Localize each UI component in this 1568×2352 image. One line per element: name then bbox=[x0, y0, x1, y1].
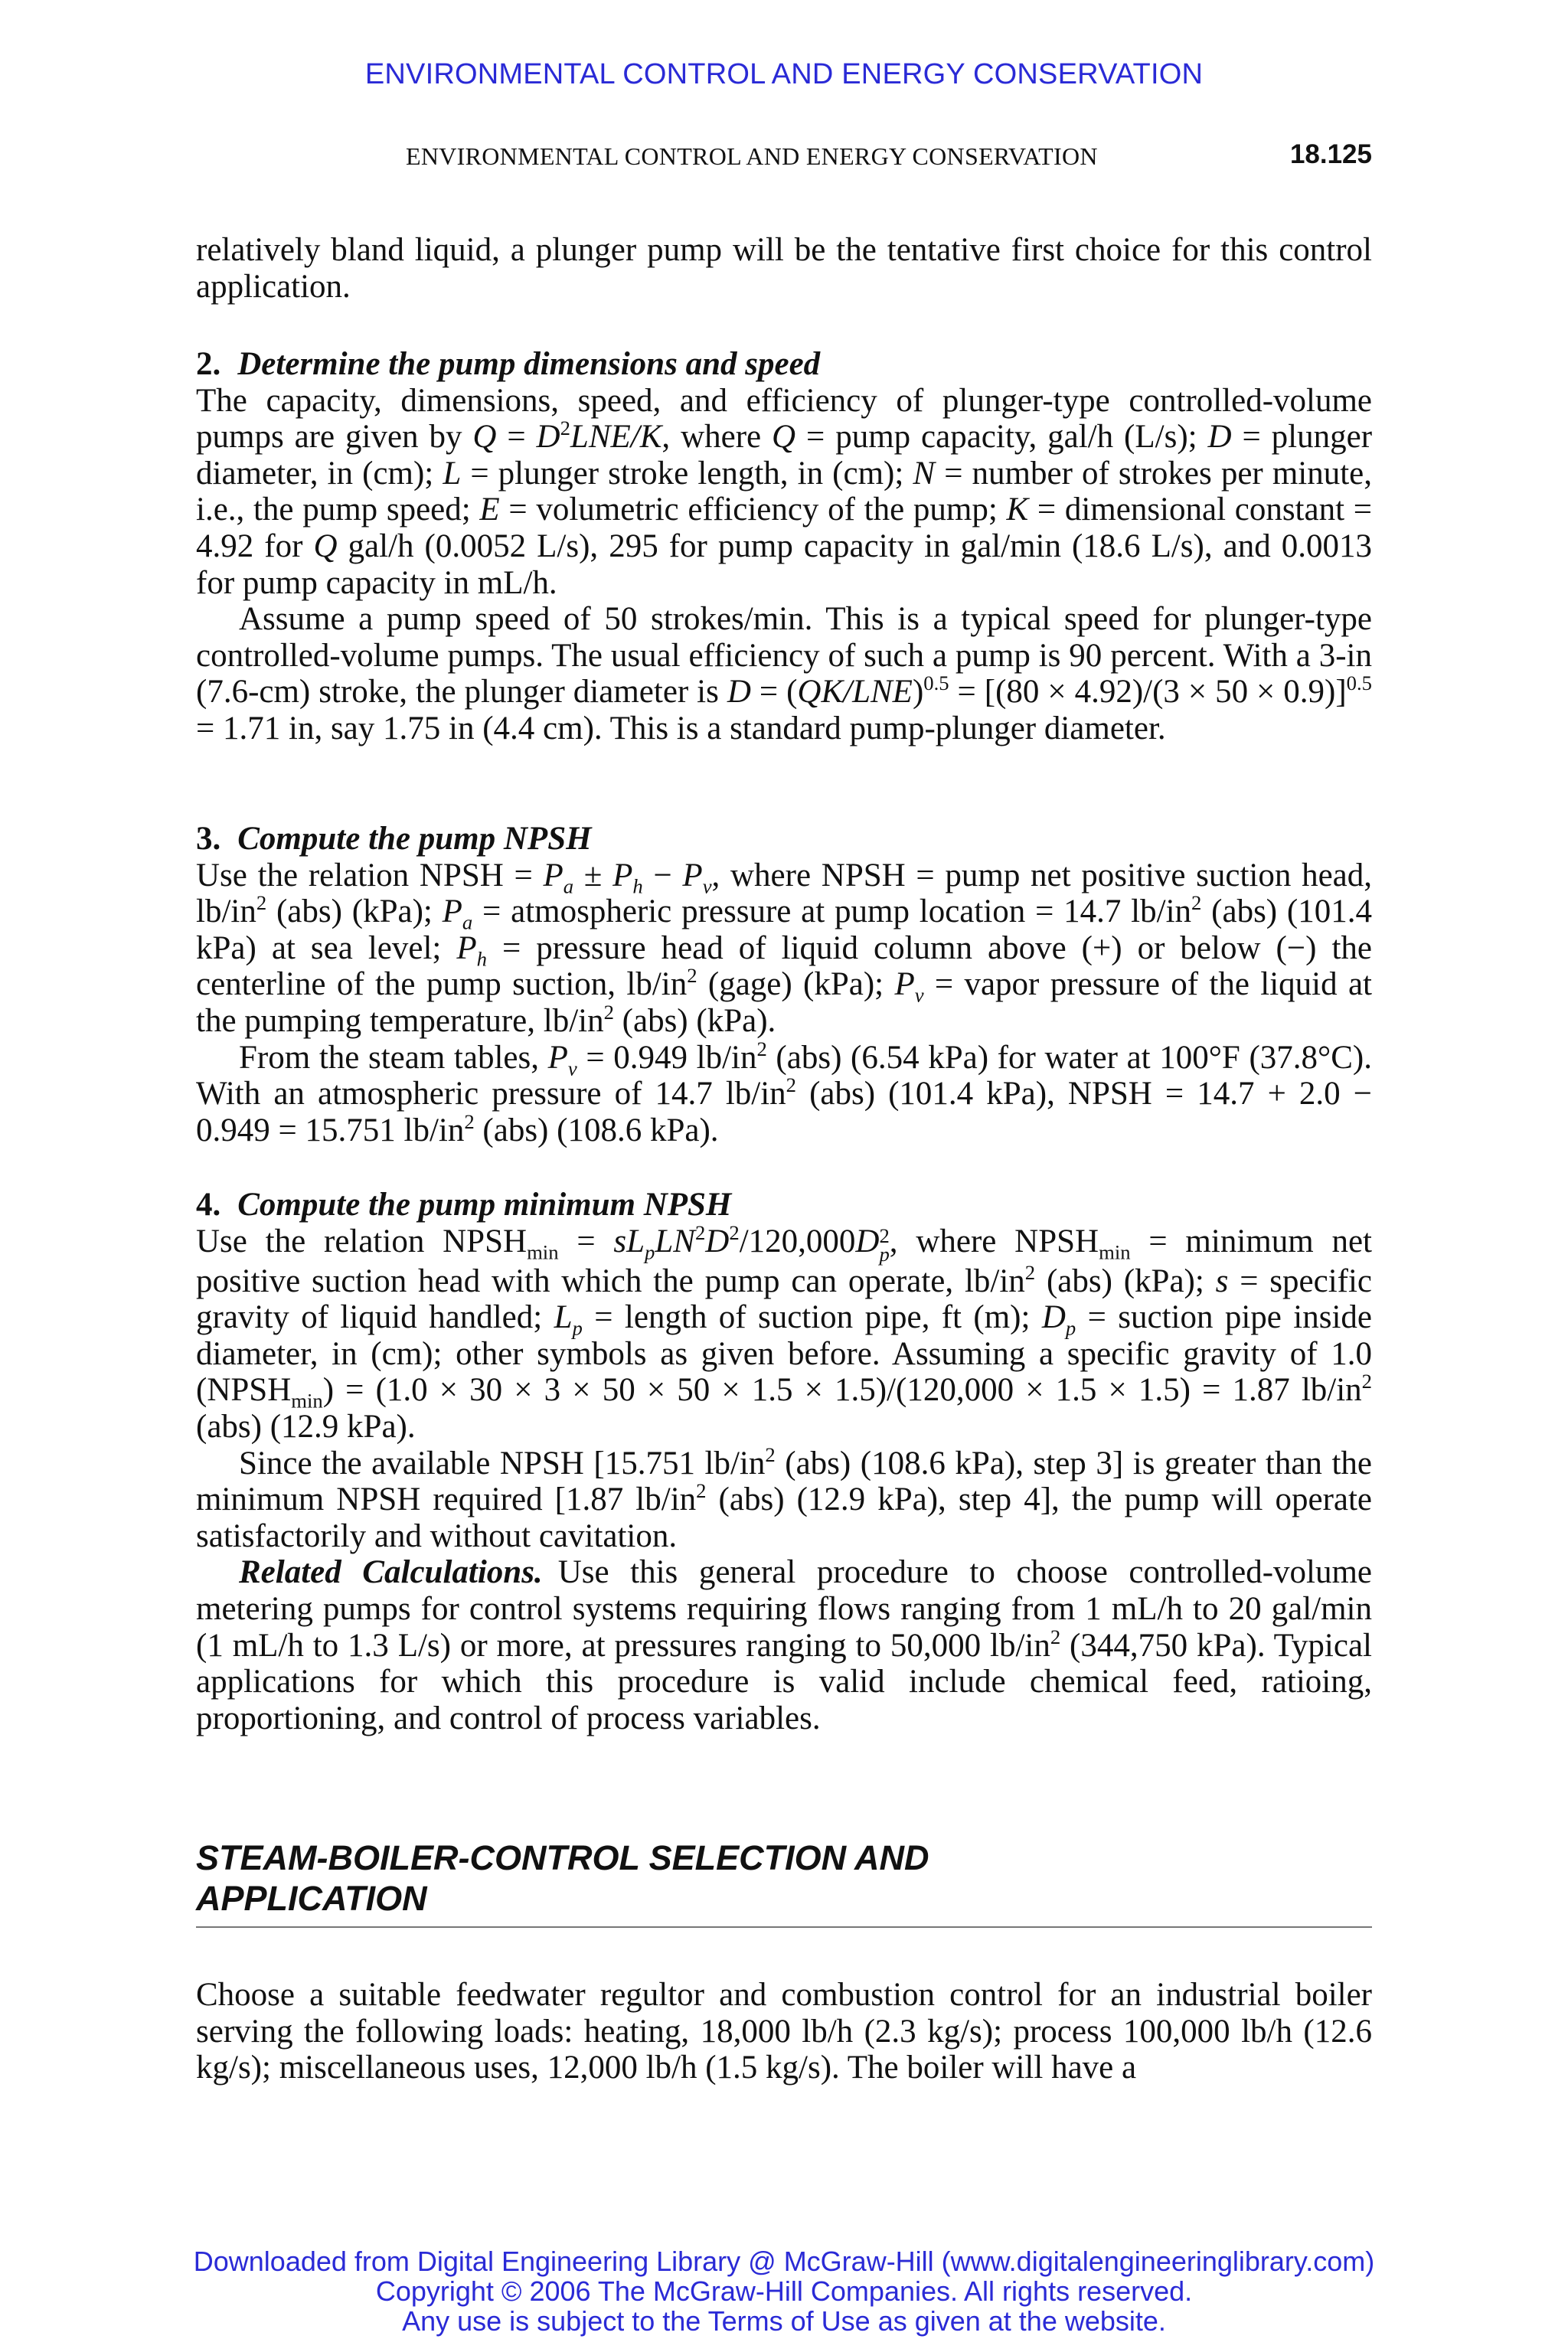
step-title: Compute the pump NPSH bbox=[237, 821, 592, 857]
related-calculations-paragraph: Related Calculations. Use this general procedure to choose controlled-volume metering pumps for control systems requiring flows ranging from 1 mL/h to 20 gal/min (1 mL/h to 1.3 L/s) or more, at pressures ranging to 50,000 $lb/in^2$ (344,750 kPa). Typical applications for which this procedure is valid include chemical feed, ratioing, proportioning, and control of process variables. bbox=[196, 1554, 1372, 1736]
intro-text: relatively bland liquid, a plunger pump will be the tentative first choice for this control application. bbox=[196, 232, 1372, 305]
step-2-paragraph-1: The capacity, dimensions, speed, and efficiency of plunger-type controlled-volume pumps are given by $Q = D^2LNE/K$, where Q = pump capacity, gal/h (L/s); D = plunger diameter, in (cm); L = plunger stroke length, in (cm); N = number of strokes per minute, i.e., the pump speed; E = volumetric efficiency of the pump; K = dimensional constant = 4.92 for Q gal/h (0.0052 L/s), 295 for pump capacity in gal/min (18.6 L/s), and 0.0013 for pump capacity in mL/h. bbox=[196, 382, 1373, 601]
section-heading bbox=[196, 1838, 1372, 1919]
step-3-heading bbox=[196, 821, 1372, 858]
footer-copyright: Copyright © 2006 The McGraw-Hill Companies. All rights reserved. bbox=[375, 2275, 1193, 2307]
step-4-section bbox=[196, 1187, 1372, 1736]
footer-notice bbox=[0, 2246, 1568, 2336]
section-divider bbox=[196, 1926, 1372, 1928]
footer-download-link[interactable]: Downloaded from Digital Engineering Library @ McGraw-Hill (www.digitalengineeringlibrary.com) bbox=[193, 2246, 1375, 2277]
step-2-heading bbox=[196, 346, 1372, 383]
related-calculations-label: Related Calculations. bbox=[239, 1554, 543, 1591]
step-3-paragraph-2: From the steam tables, $P_v = 0.949$ $lb/in^2$ (abs) (6.54 kPa) for water at 100°F (37.8°C). With an atmospheric pressure of 14.7 $lb/in^2$ (abs) (101.4 kPa), NPSH = 14.7 + 2.0 − 0.949 = 15.751 $lb/in^2$ (abs) (108.6 kPa). bbox=[196, 1037, 1372, 1148]
section-heading-line-1: STEAM-BOILER-CONTROL SELECTION AND bbox=[196, 1838, 929, 1877]
section-heading-line-2: APPLICATION bbox=[196, 1879, 427, 1918]
step-3-section bbox=[196, 821, 1372, 1148]
source-banner: ENVIRONMENTAL CONTROL AND ENERGY CONSERVATION bbox=[364, 58, 1204, 90]
section-paragraph bbox=[196, 1977, 1372, 2086]
step-title: Compute the pump minimum NPSH bbox=[237, 1187, 732, 1223]
section-paragraph-text: Choose a suitable feedwater regultor and combustion control for an industrial boiler serving the following loads: heating, 18,000 lb/h (2.3 kg/s); process 100,000 lb/h (12.6 kg/s); miscellaneous uses, 12,000 lb/h (1.5 kg/s). The boiler will have a bbox=[196, 1977, 1372, 2086]
step-3-paragraph-1: Use the relation NPSH = $P_a \pm P_h - P_v$, where NPSH = pump net positive suction head, $lb/in^2$ (abs) (kPa); $P_a$ = atmospheric pressure at pump location = 14.7 $lb/in^2$ (abs) (101.4 kPa) at sea level; $P_h$ = pressure head of liquid column above (+) or below (−) the centerline of the pump suction, $lb/in^2$ (gage) (kPa); $P_v$ = vapor pressure of the liquid at the pumping temperature, $lb/in^2$ (abs) (kPa). bbox=[196, 857, 1373, 1039]
running-head: ENVIRONMENTAL CONTROL AND ENERGY CONSERVATION bbox=[406, 142, 1098, 170]
step-title: Determine the pump dimensions and speed bbox=[237, 346, 821, 382]
intro-paragraph bbox=[196, 232, 1372, 305]
footer-terms: Any use is subject to the Terms of Use as given at the website. bbox=[402, 2305, 1166, 2337]
step-4-paragraph-2: Since the available NPSH [15.751 $lb/in^2$ (abs) (108.6 kPa), step 3] is greater than the minimum NPSH required [1.87 $lb/in^2$ (abs) (12.9 kPa), step 4], the pump will operate satisfactorily and without cavitation. bbox=[196, 1442, 1373, 1554]
step-4-paragraph-1: Use the relation $NPSH_{min} = sL_pLN^2D^2/120,000D$ 2 p, where $NPSH_{min}$ = minimum net positive suction head with which the pump can operate, $lb/in^2$ (abs) (kPa); s = specific gravity of liquid handled; $L_p$ = length of suction pipe, ft (m); $D_p$ = suction pipe inside diameter, in (cm); other symbols as given before. Assuming a specific gravity of 1.0 $(NPSH_{min}) = (1.0 \times 30 \times 3 \times 50 \times 50 \times 1.5 \times 1.5)/(120,000 \times 1.5 \times 1.5) = 1.87$ $lb/in^2$ (abs) (12.9 kPa). bbox=[196, 1220, 1372, 1445]
step-number: 2. bbox=[196, 346, 221, 382]
page-number: 18.125 bbox=[1289, 139, 1372, 169]
step-2-section bbox=[196, 346, 1372, 747]
step-number: 3. bbox=[196, 821, 221, 857]
step-2-paragraph-2: Assume a pump speed of 50 strokes/min. This is a typical speed for plunger-type controlled-volume pumps. The usual efficiency of such a pump is 90 percent. With a 3-in (7.6-cm) stroke, the plunger diameter is $D = (QK/LNE)^{0.5} = [(80 \times 4.92)/(3 \times 50 \times 0.9)]^{0.5} = 1.71$ in, say 1.75 in (4.4 cm). This is a standard pump-plunger diameter. bbox=[196, 601, 1372, 746]
step-4-heading bbox=[196, 1187, 1372, 1223]
step-number: 4. bbox=[196, 1187, 221, 1223]
